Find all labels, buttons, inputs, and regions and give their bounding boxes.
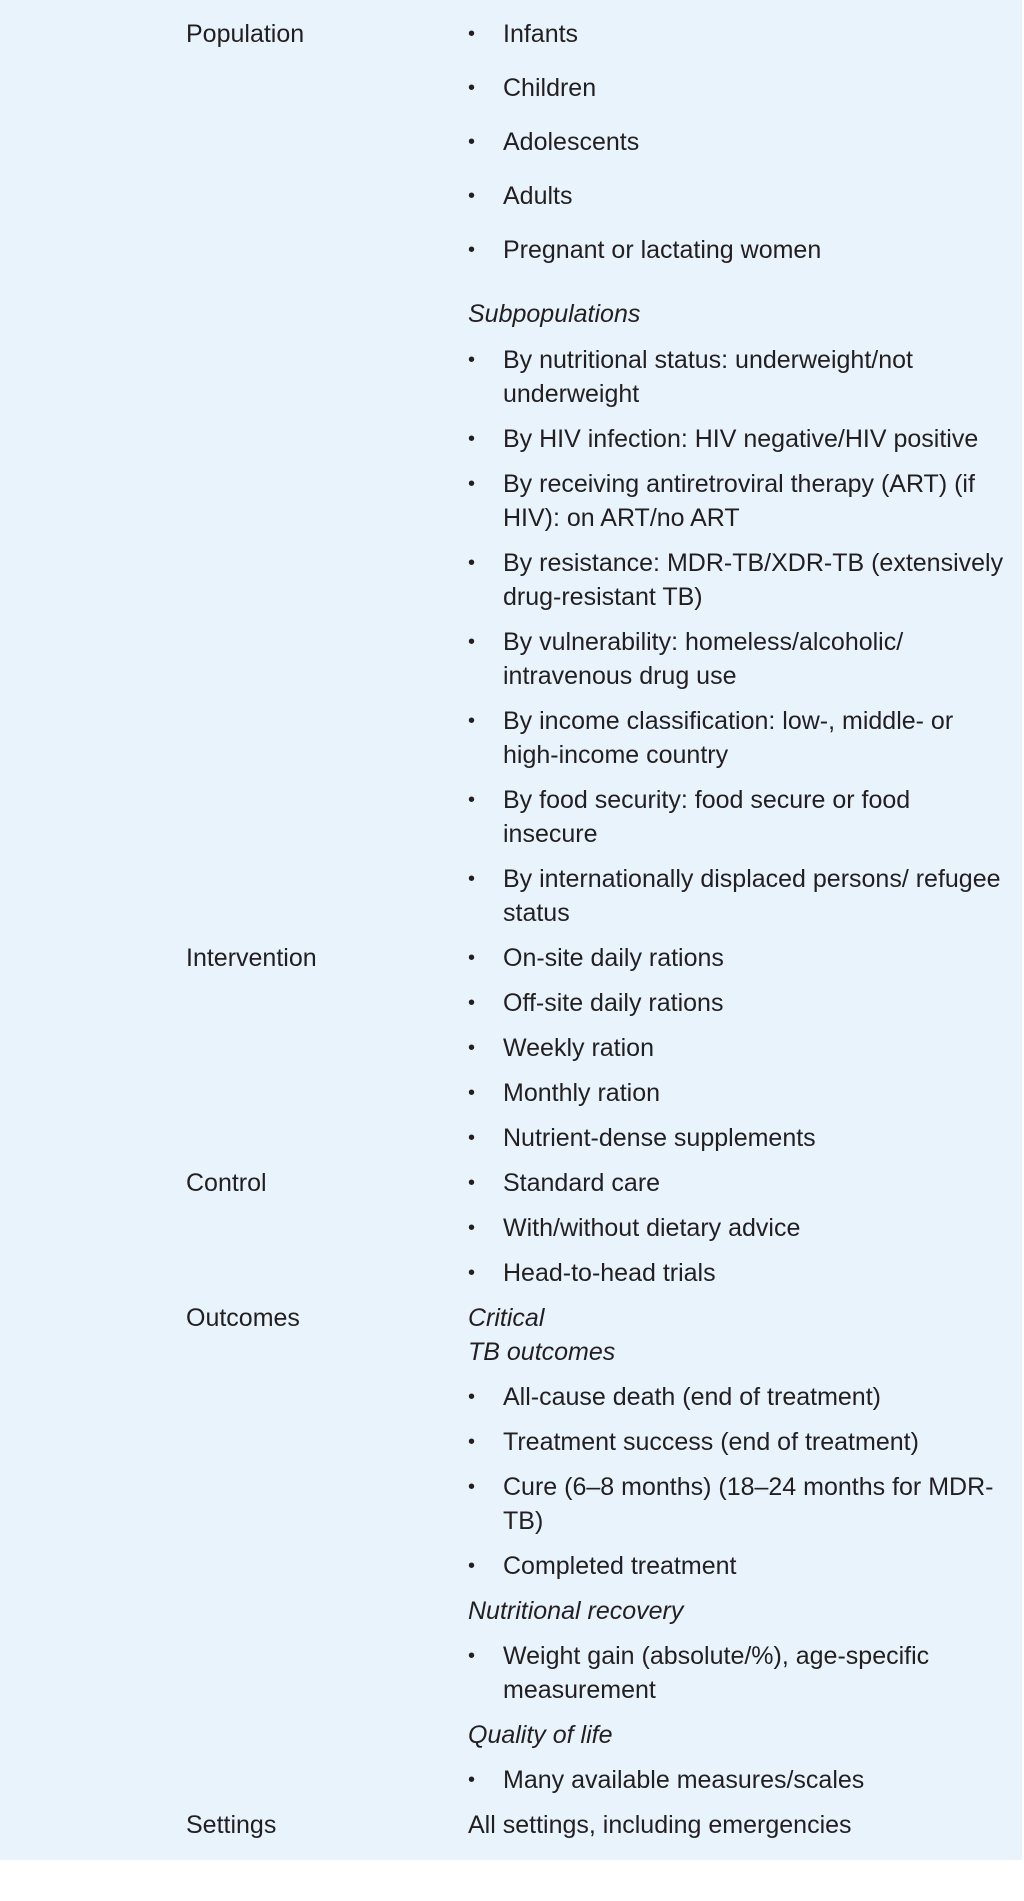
bullet-icon: •	[468, 77, 476, 99]
bullet-icon: •	[468, 1262, 476, 1284]
bullet-icon: •	[468, 710, 476, 732]
intervention-item: • Monthly ration	[468, 1076, 1008, 1110]
intervention-item: • Off-site daily rations	[468, 986, 1008, 1020]
tb-outcome-item: • Treatment success (end of treatment)	[468, 1425, 1008, 1459]
subpopulation-item: • By receiving antiretroviral therapy (ART) (if HIV): on ART/no ART	[468, 467, 1008, 535]
bullet-icon: •	[468, 1037, 476, 1059]
settings-value: All settings, including emergencies	[468, 1811, 852, 1839]
population-item: • Adults	[468, 179, 1008, 213]
bullet-icon: •	[468, 552, 476, 574]
subpopulation-item: • By income classification: low-, middle- or high-income country	[468, 704, 1008, 772]
critical-heading: Critical	[468, 1304, 545, 1332]
control-item: • Standard care	[468, 1166, 1008, 1200]
bullet-icon: •	[468, 789, 476, 811]
bullet-icon: •	[468, 1555, 476, 1577]
subpopulation-item: • By nutritional status: underweight/not underweight	[468, 343, 1008, 411]
population-item: • Children	[468, 71, 1008, 105]
tb-outcome-item: • All-cause death (end of treatment)	[468, 1380, 1008, 1414]
subpopulation-item: • By HIV infection: HIV negative/HIV positive	[468, 422, 1008, 456]
intervention-label: Intervention	[186, 944, 317, 972]
bullet-icon: •	[468, 1476, 476, 1498]
tb-outcome-item: • Cure (6–8 months) (18–24 months for MDR-TB)	[468, 1470, 1008, 1538]
population-item: • Adolescents	[468, 125, 1008, 159]
control-label: Control	[186, 1169, 267, 1197]
subpopulation-item: • By vulnerability: homeless/alcoholic/ intravenous drug use	[468, 625, 1008, 693]
control-item: • With/without dietary advice	[468, 1211, 1008, 1245]
subpopulation-item: • By resistance: MDR-TB/XDR-TB (extensively drug-resistant TB)	[468, 546, 1008, 614]
bullet-icon: •	[468, 1431, 476, 1453]
bullet-icon: •	[468, 349, 476, 371]
bullet-icon: •	[468, 1769, 476, 1791]
control-item: • Head-to-head trials	[468, 1256, 1008, 1290]
population-label: Population	[186, 20, 305, 48]
quality-of-life-heading: Quality of life	[468, 1721, 613, 1749]
population-item: • Infants	[468, 17, 1008, 51]
bullet-icon: •	[468, 239, 476, 261]
outcomes-label: Outcomes	[186, 1304, 300, 1332]
bullet-icon: •	[468, 1645, 476, 1667]
bullet-icon: •	[468, 1127, 476, 1149]
qol-outcome-item: • Many available measures/scales	[468, 1763, 1008, 1797]
nutritional-outcome-item: • Weight gain (absolute/%), age-specific measurement	[468, 1639, 1008, 1707]
intervention-item: • On-site daily rations	[468, 941, 1008, 975]
bullet-icon: •	[468, 631, 476, 653]
tb-outcome-item: • Completed treatment	[468, 1549, 1008, 1583]
subpopulation-item: • By food security: food secure or food insecure	[468, 783, 1008, 851]
bullet-icon: •	[468, 185, 476, 207]
settings-label: Settings	[186, 1811, 277, 1839]
bullet-icon: •	[468, 1082, 476, 1104]
bullet-icon: •	[468, 428, 476, 450]
nutritional-recovery-heading: Nutritional recovery	[468, 1597, 684, 1625]
tb-outcomes-heading: TB outcomes	[468, 1338, 616, 1366]
subpopulations-heading: Subpopulations	[468, 300, 641, 328]
bullet-icon: •	[468, 473, 476, 495]
intervention-item: • Weekly ration	[468, 1031, 1008, 1065]
intervention-item: • Nutrient-dense supplements	[468, 1121, 1008, 1155]
bullet-icon: •	[468, 1386, 476, 1408]
bullet-icon: •	[468, 947, 476, 969]
population-item: • Pregnant or lactating women	[468, 233, 1008, 267]
bullet-icon: •	[468, 992, 476, 1014]
bullet-icon: •	[468, 23, 476, 45]
bullet-icon: •	[468, 131, 476, 153]
subpopulation-item: • By internationally displaced persons/ refugee status	[468, 862, 1008, 930]
bullet-icon: •	[468, 868, 476, 890]
bullet-icon: •	[468, 1172, 476, 1194]
bullet-icon: •	[468, 1217, 476, 1239]
